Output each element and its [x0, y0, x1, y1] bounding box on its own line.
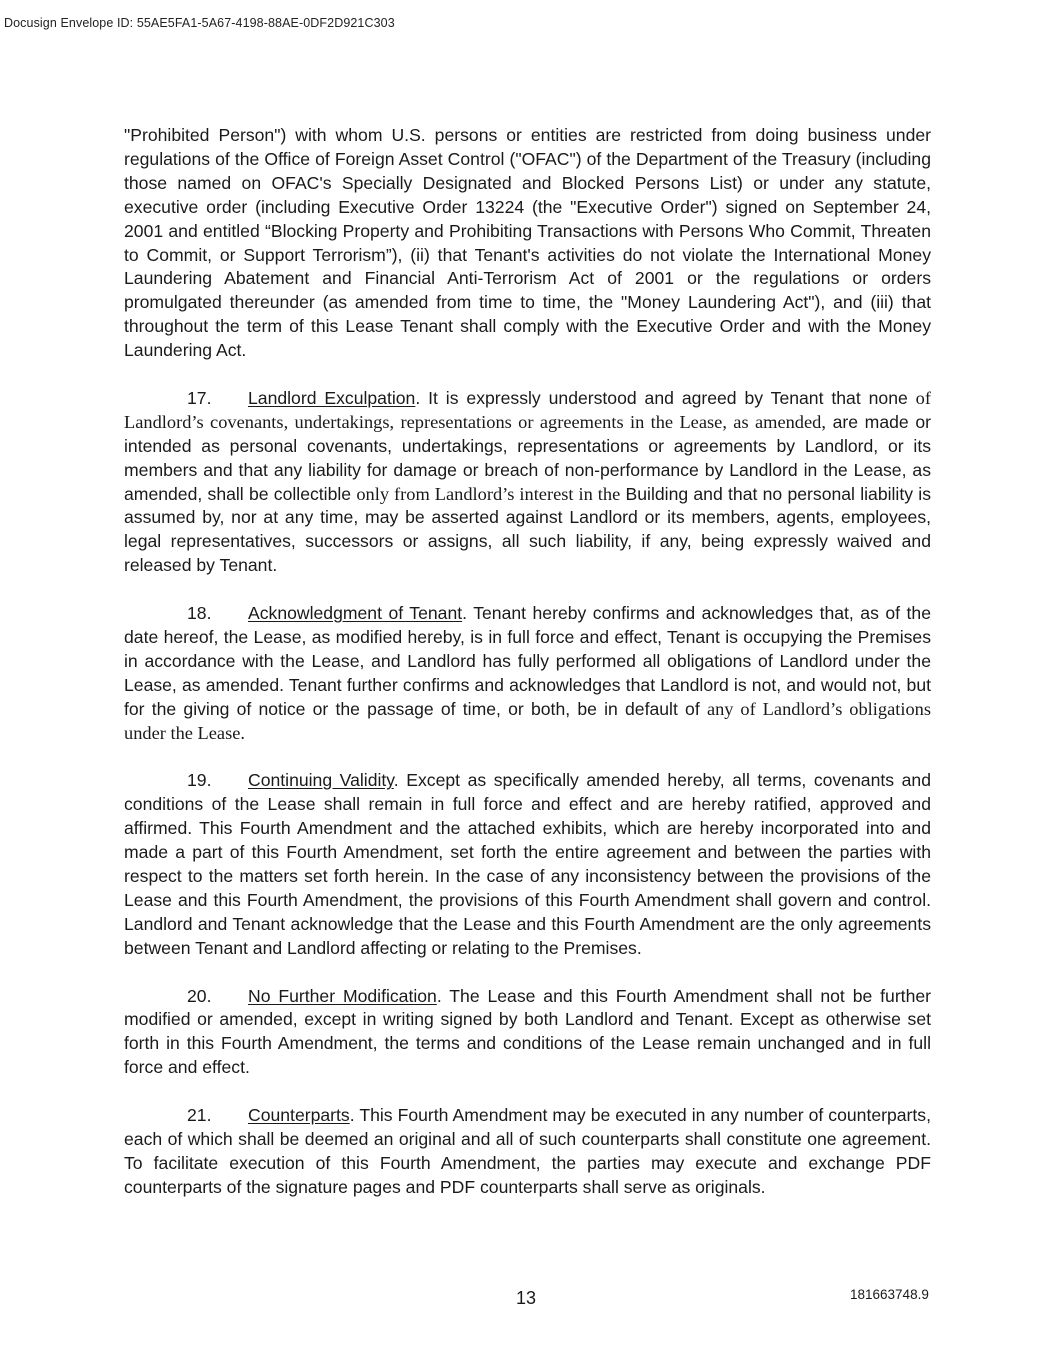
section-number: 18. [187, 603, 212, 624]
document-number: 181663748.9 [850, 1287, 929, 1302]
page-number: 13 [516, 1288, 537, 1308]
section-17 [124, 387, 931, 578]
section-text: Building and that no personal liability is assumed by, nor at any time, may be asserted against Landlord or its members, agents, employees, legal representatives, successors or assigns, all such liability, if any, being expressly waived and released by Tenant. [124, 483, 931, 576]
docusign-envelope-id: Docusign Envelope ID: 55AE5FA1-5A67-4198-88AE-0DF2D921C303 [4, 16, 395, 30]
section-text-serif: any of Landlord’s obligations under the Lease. [124, 698, 932, 743]
section-18 [124, 602, 931, 745]
document-body [124, 124, 931, 1224]
section-text: . This Fourth Amendment may be executed in any number of counterparts, each of which shall be deemed an original and all of such counterparts shall constitute one agreement. To facilitate execution of this Fourth Amendment, the parties may execute and exchange PDF counterparts of the signature pages and PDF counterparts shall serve as originals. [124, 1105, 931, 1197]
section-text: . Except as specifically amended hereby, all terms, covenants and conditions of the Lease shall remain in full force and effect and are hereby ratified, approved and affirmed. This Fourth Amendment and the attached exhibits, which are hereby incorporated into and made a part of this Fourth Amendment, set forth the entire agreement and between the parties with respect to the matters set forth herein. In the case of any inconsistency between the provisions of the Lease and this Fourth Amendment, the provisions of this Fourth Amendment shall govern and control. Landlord and Tenant acknowledge that the Lease and this Fourth Amendment are the only agreements between Tenant and Landlord affecting or relating to the Premises. [124, 770, 931, 958]
section-19 [124, 769, 931, 960]
section-21 [124, 1104, 931, 1200]
section-text-serif: of Landlord’s covenants, undertakings, representations or agreements in the Lease, as amended, [124, 387, 931, 432]
section-heading-continuing-validity: Continuing Validity [248, 770, 394, 791]
section-text: . Tenant hereby confirms and acknowledges that, as of the date hereof, the Lease, as modified hereby, is in full force and effect, Tenant is occupying the Premises in accordance with the Lease, and Landlord has fully performed all obligations of Landlord under the Lease, as amended. Tenant further confirms and acknowledges that Landlord is not, and would not, but for the giving of notice or the passage of time, or both, be in default of [124, 603, 931, 719]
section-number: 19. [187, 770, 212, 791]
continuation-paragraph: "Prohibited Person") with whom U.S. persons or entities are restricted from doing business under regulations of the Office of Foreign Asset Control ("OFAC") of the Department of the Treasury (including those named on OFAC's Specially Designated and Blocked Persons List) or under any statute, executive order (including Executive Order 13224 (the "Executive Order") signed on September 24, 2001 and entitled “Blocking Property and Prohibiting Transactions with Persons Who Commit, Threaten to Commit, or Support Terrorism”), (ii) that Tenant's activities do not violate the International Money Laundering Abatement and Financial Anti-Terrorism Act of 2001 or the regulations or orders promulgated thereunder (as amended from time to time, the "Money Laundering Act"), and (iii) that throughout the term of this Lease Tenant shall comply with the Executive Order and with the Money Laundering Act. [124, 125, 931, 361]
section-20 [124, 985, 931, 1081]
section-text: . It is expressly understood and agreed by Tenant that none [415, 387, 916, 408]
section-heading-acknowledgment-of-tenant: Acknowledgment of Tenant [248, 603, 463, 624]
section-heading-landlord-exculpation: Landlord Exculpation [248, 387, 416, 408]
section-heading-no-further-modification: No Further Modification [248, 985, 437, 1006]
section-number: 21. [187, 1105, 212, 1126]
section-text-serif: only from Landlord’s interest in the [356, 483, 621, 504]
section-number: 20. [187, 985, 212, 1006]
section-text: . The Lease and this Fourth Amendment shall not be further modified or amended, except in writing signed by both Landlord and Tenant. Except as otherwise set forth in this Fourth Amendment, the terms and conditions of the Lease remain unchanged and in full force and effect. [124, 985, 931, 1078]
section-heading-counterparts: Counterparts [248, 1105, 350, 1126]
section-text: are made or intended as personal covenants, undertakings, representations or agreements by Landlord, or its members and that any liability for damage or breach of non-performance by Landlord in the Lease, as amended, shall be collectible [124, 411, 931, 504]
section-number: 17. [187, 387, 212, 408]
